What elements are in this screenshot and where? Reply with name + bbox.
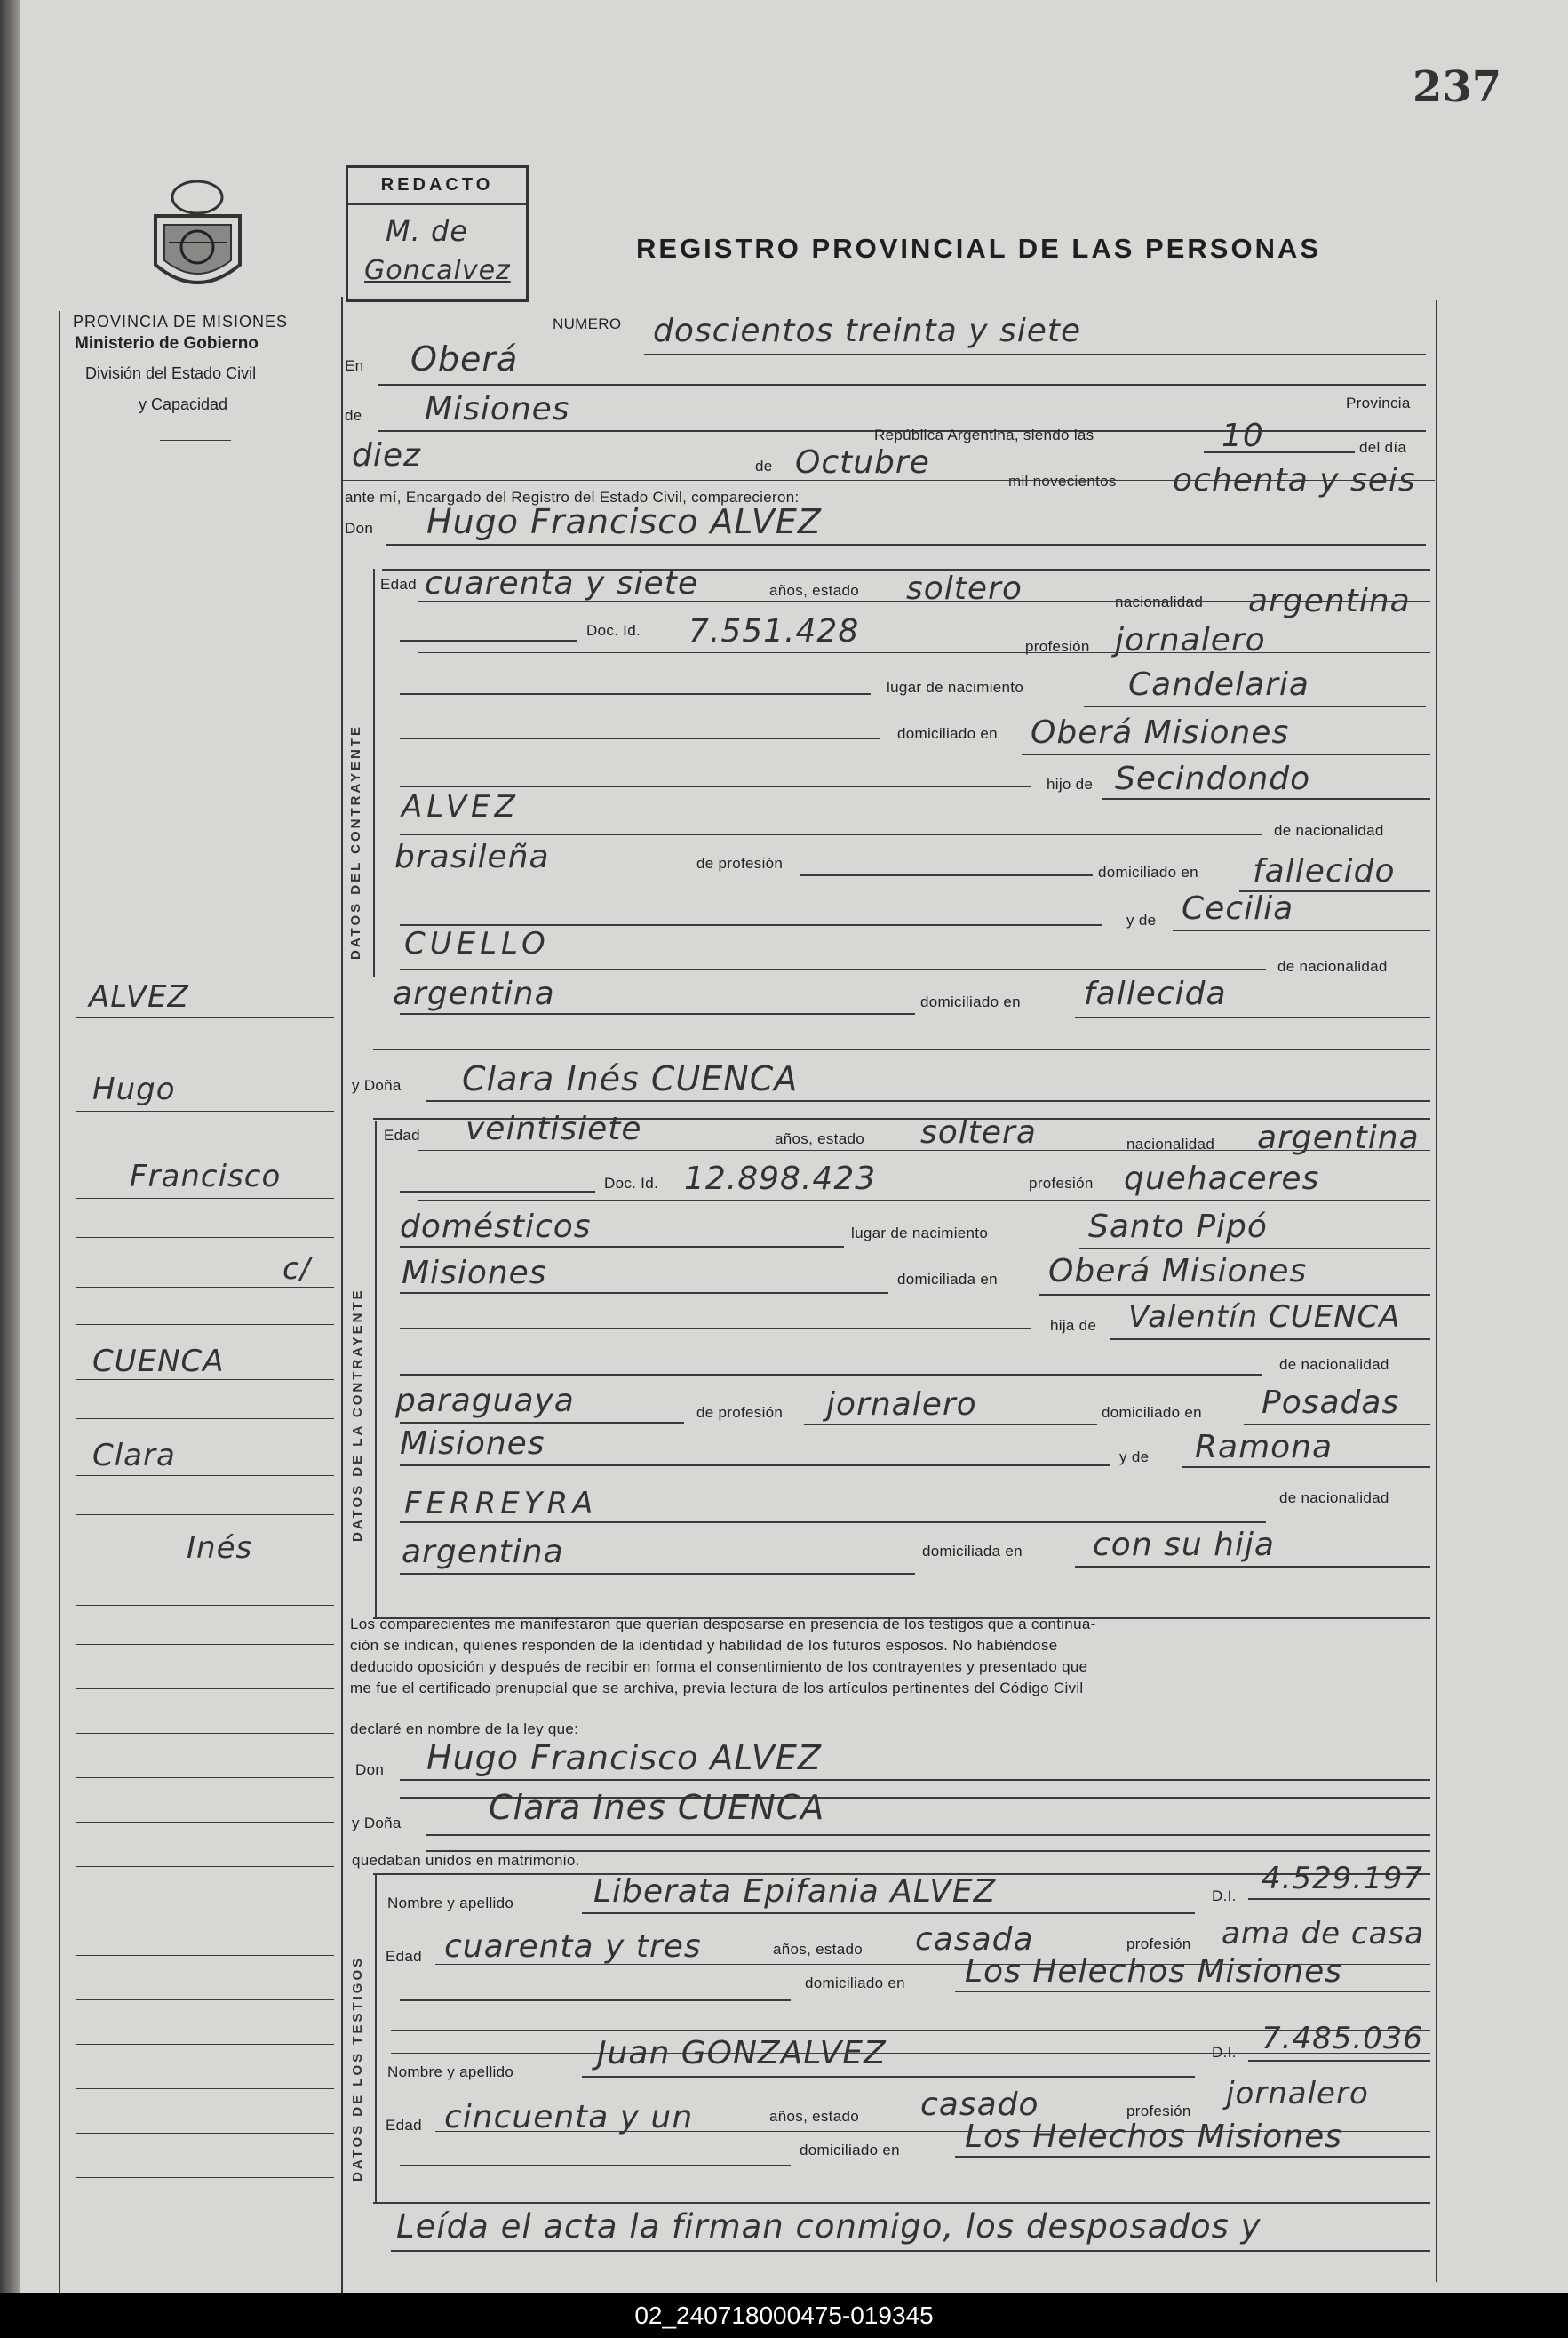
t2-edad-value: cincuenta y un [444, 2099, 694, 2135]
c2-madre-dom-label: domiciliada en [922, 1543, 1023, 1560]
dona-label: y Doña [352, 1077, 402, 1094]
madre-apellido: CUELLO [404, 926, 550, 962]
estado-value: soltero [906, 571, 1023, 607]
margin-name-1: ALVEZ [89, 979, 189, 1015]
t2-prof-value: jornalero [1226, 2076, 1369, 2111]
lugar-label: lugar de nacimiento [887, 679, 1024, 696]
t1-edad-value: cuarenta y tres [444, 1928, 702, 1965]
t2-dom-value: Los Helechos Misiones [965, 2119, 1343, 2155]
t1-estado-value: casada [915, 1921, 1034, 1958]
t1-nombre-value: Liberata Epifania ALVEZ [593, 1873, 997, 1910]
t2-edad-label: Edad [386, 2117, 422, 2134]
c2-prof-label: profesión [1029, 1175, 1094, 1192]
padre-nac-value: brasileña [394, 839, 550, 875]
decl-unidos: quedaban unidos en matrimonio. [352, 1852, 580, 1869]
c2-padre-prof-value: jornalero [826, 1386, 977, 1423]
margin-name-6: Clara [92, 1438, 176, 1473]
c2-madre-apellido: FERREYRA [404, 1486, 598, 1521]
prof-value: jornalero [1115, 622, 1266, 658]
decl-line4: me fue el certificado prenupcial que se archiva, previa lectura de los artículos pertinentes del Código Civil [350, 1680, 1084, 1696]
t1-prof-value: ama de casa [1222, 1916, 1424, 1951]
c2-padre-dom-label: domiciliado en [1102, 1404, 1202, 1421]
c2-padre-dom-value2: Misiones [400, 1425, 545, 1462]
mes-label: de [755, 458, 773, 475]
de-label: de [345, 407, 362, 424]
madre-nac-value: argentina [393, 976, 555, 1012]
document-title: REGISTRO PROVINCIAL DE LAS PERSONAS [636, 233, 1322, 264]
authority-line4: y Capacidad [139, 395, 228, 413]
testigos-side-label: DATOS DE LOS TESTIGOS [350, 1955, 365, 2182]
margin-name-7: Inés [187, 1530, 253, 1566]
t1-nombre-label: Nombre y apellido [387, 1895, 514, 1911]
en-value: Oberá [410, 339, 519, 379]
margin-name-2: Hugo [92, 1072, 176, 1107]
t2-nombre-label: Nombre y apellido [387, 2063, 514, 2080]
c2-estado-value: soltera [920, 1114, 1037, 1151]
padre-apellido: ALVEZ [402, 789, 520, 825]
y-de-label: y de [1126, 912, 1157, 929]
doc-value: 7.551.428 [688, 613, 860, 650]
t1-edad-label: Edad [386, 1948, 422, 1965]
en-label: En [345, 357, 364, 374]
c2-prof-value2: domésticos [400, 1209, 592, 1245]
t1-di-label: D.I. [1212, 1887, 1237, 1904]
dia-label: del día [1359, 439, 1407, 456]
doc-label: Doc. Id. [586, 622, 641, 639]
estado-label: años, estado [769, 582, 859, 599]
c2-nac-label: nacionalidad [1126, 1136, 1215, 1153]
c2-doc-label: Doc. Id. [604, 1175, 658, 1192]
madre-dom-label: domiciliado en [920, 993, 1021, 1010]
numero-value: doscientos treinta y siete [653, 313, 1082, 349]
margin-name-3: Francisco [130, 1159, 282, 1194]
t2-prof-label: profesión [1126, 2103, 1191, 2119]
ante-text: ante mí, Encargado del Registro del Estado Civil, comparecieron: [345, 489, 800, 506]
decl-line1: Los comparecientes me manifestaron que querían desposarse en presencia de los testigos que a continua- [350, 1616, 1096, 1632]
don-value: Hugo Francisco ALVEZ [426, 502, 822, 541]
edad-value: cuarenta y siete [425, 565, 698, 602]
dom-label: domiciliado en [897, 725, 998, 742]
c2-madre-nac-label: de nacionalidad [1279, 1489, 1389, 1506]
authority-line1: PROVINCIA DE MISIONES [73, 313, 289, 331]
t2-nombre-value: Juan GONZALVEZ [597, 2035, 887, 2071]
c2-padre-nac-value: paraguaya [395, 1383, 575, 1419]
decl-dona-label: y Doña [352, 1815, 402, 1831]
numero-label: NUMERO [553, 315, 622, 332]
decl-don-value: Hugo Francisco ALVEZ [426, 1738, 822, 1777]
c2-padre-value: Valentín CUENCA [1128, 1299, 1401, 1335]
c2-lugar-value2: Misiones [402, 1255, 547, 1291]
image-id-footer: 02_240718000475-019345 [0, 2293, 1568, 2338]
lugar-value: Candelaria [1128, 666, 1309, 703]
padre-value: Secindondo [1115, 761, 1311, 797]
madre-nac-label: de nacionalidad [1277, 958, 1388, 975]
authority-line2: Ministerio de Gobierno [75, 334, 259, 353]
edad-label: Edad [380, 576, 417, 593]
c2-madre-dom-value: con su hija [1093, 1527, 1275, 1563]
closing-text: Leída el acta la firman conmigo, los desposados y [396, 2207, 1262, 2246]
madre-value: Cecilia [1182, 890, 1294, 927]
c2-lugar-value: Santo Pipó [1088, 1209, 1268, 1245]
decl-line2: ción se indican, quienes responden de la identidad y habilidad de los futuros esposos. No habiéndose [350, 1637, 1058, 1654]
c2-padre-prof-label: de profesión [696, 1404, 784, 1421]
anio-value: ochenta y seis [1173, 462, 1416, 499]
c2-padre-nac-label: de nacionalidad [1279, 1356, 1389, 1373]
t1-di-value: 4.529.197 [1262, 1861, 1424, 1896]
t1-dom-value: Los Helechos Misiones [965, 1953, 1343, 1990]
c2-madre-nac-value: argentina [402, 1534, 564, 1570]
dona-value: Clara Inés CUENCA [462, 1059, 799, 1098]
padre-dom-label: domiciliado en [1098, 864, 1198, 881]
dom-value: Oberá Misiones [1031, 714, 1290, 751]
c2-padre-dom-value: Posadas [1262, 1384, 1400, 1421]
t1-dom-label: domiciliado en [805, 1975, 905, 1991]
c2-edad-value: veintisiete [466, 1111, 642, 1147]
page-number: 237 [1413, 62, 1502, 112]
contrayenta-side-label: DATOS DE LA CONTRAYENTE [350, 1288, 365, 1542]
c2-nac-value: argentina [1257, 1120, 1420, 1156]
c2-hija-label: hija de [1050, 1317, 1097, 1334]
padre-nac-label: de nacionalidad [1274, 822, 1384, 839]
don-label: Don [345, 520, 374, 537]
c2-dom-label: domiciliada en [897, 1271, 998, 1288]
c2-estado-label: años, estado [775, 1130, 864, 1147]
margin-name-5: CUENCA [92, 1344, 225, 1379]
prof-label: profesión [1025, 638, 1090, 655]
c2-edad-label: Edad [384, 1127, 420, 1144]
t1-prof-label: profesión [1126, 1935, 1191, 1952]
c2-doc-value: 12.898.423 [684, 1161, 877, 1197]
c2-lugar-label: lugar de nacimiento [851, 1225, 989, 1241]
padre-prof-label: de profesión [696, 855, 784, 872]
t2-di-value: 7.485.036 [1262, 2021, 1424, 2056]
dia-value: diez [352, 437, 421, 474]
decl-dona-value: Clara Ines CUENCA [489, 1788, 825, 1827]
de-value: Misiones [425, 391, 570, 427]
t2-dom-label: domiciliado en [800, 2142, 900, 2158]
c2-y-de-label: y de [1119, 1448, 1150, 1465]
decl-line3: deducido oposición y después de recibir en forma el consentimiento de los contrayentes y presentado que [350, 1658, 1088, 1675]
provincial-seal-icon [142, 176, 253, 300]
hijo-label: hijo de [1047, 776, 1094, 793]
mil-label: mil novecientos [1008, 473, 1117, 490]
stamp-line2: Goncalvez [364, 255, 511, 286]
decl-line5: declaré en nombre de la ley que: [350, 1720, 579, 1737]
padre-dom-value: fallecido [1253, 853, 1396, 890]
authority-line3: División del Estado Civil [85, 364, 257, 382]
provincia-label: Provincia [1346, 395, 1411, 411]
t2-estado-value: casado [920, 2087, 1039, 2123]
hora-value: 10 [1222, 418, 1264, 454]
nac-label: nacionalidad [1115, 594, 1204, 610]
page-binding-edge [0, 0, 20, 2293]
republica-label: República Argentina, siendo las [874, 427, 1094, 443]
c2-prof-value: quehaceres [1124, 1161, 1320, 1197]
madre-dom-value: fallecida [1084, 976, 1227, 1012]
stamp-title: REDACTO [380, 175, 494, 195]
margin-name-4: c/ [283, 1251, 312, 1287]
contrayente-side-label: DATOS DEL CONTRAYENTE [348, 724, 363, 960]
c2-madre-value: Ramona [1195, 1429, 1333, 1465]
t2-di-label: D.I. [1212, 2044, 1237, 2061]
decl-don-label: Don [355, 1761, 385, 1778]
stamp-line1: M. de [386, 214, 468, 248]
t2-estado-label: años, estado [769, 2108, 859, 2125]
t1-estado-label: años, estado [773, 1941, 863, 1958]
mes-value: Octubre [795, 444, 930, 481]
redacto-stamp [346, 165, 529, 302]
c2-dom-value: Oberá Misiones [1048, 1253, 1308, 1289]
nac-value: argentina [1248, 583, 1411, 619]
